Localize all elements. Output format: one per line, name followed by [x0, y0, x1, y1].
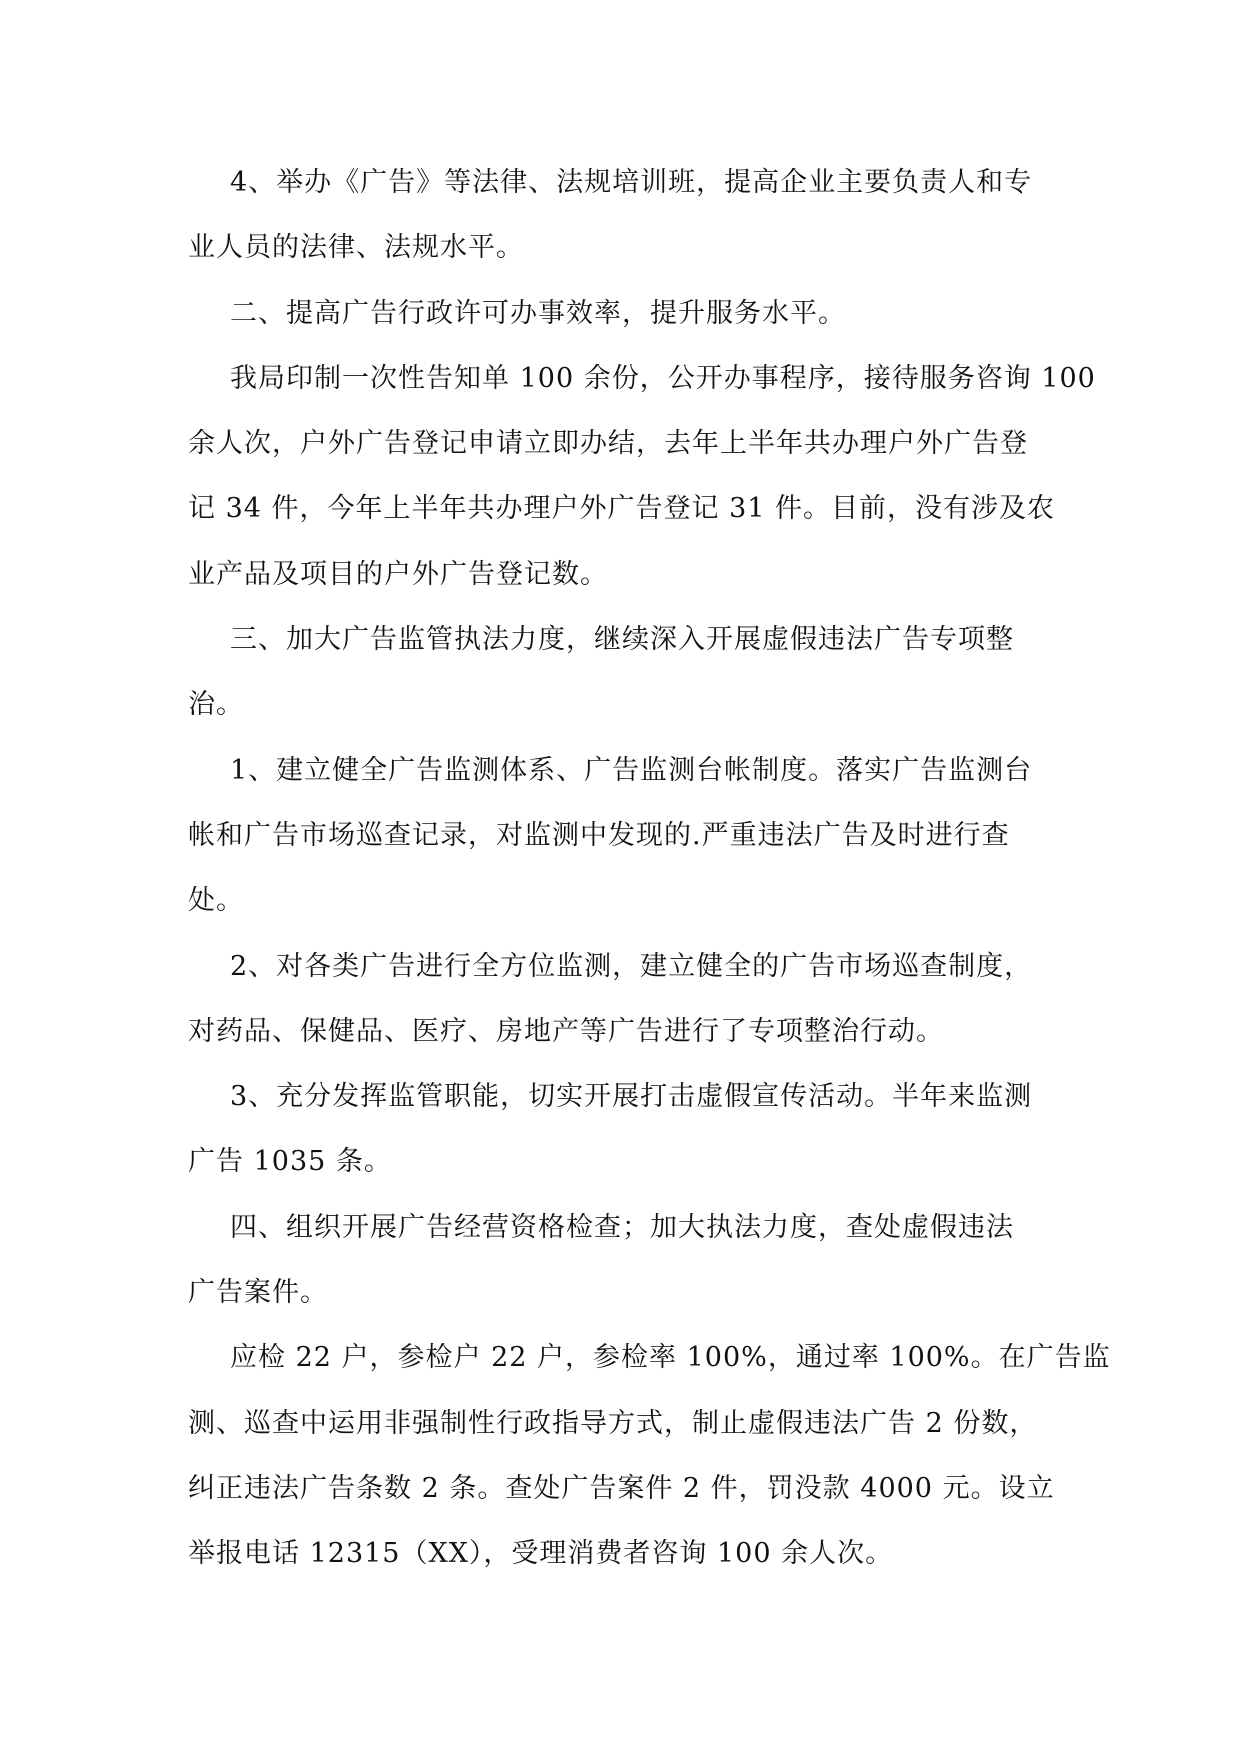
text-line: 纠正违法广告条数 2 条。查处广告案件 2 件，罚没款 4000 元。设立: [188, 1472, 1055, 1504]
text-line: 举报电话 12315（XX），受理消费者咨询 100 余人次。: [188, 1538, 894, 1570]
paragraph-training: [188, 150, 1088, 281]
text-line: 1、建立健全广告监测体系、广告监测台帐制度。落实广告监测台: [230, 754, 1033, 786]
text-line: 我局印制一次性告知单 100 余份，公开办事程序，接待服务咨询 100: [230, 362, 1096, 394]
text-line: 业人员的法律、法规水平。: [188, 232, 524, 264]
paragraph-full-monitoring: [188, 934, 1088, 1065]
text-line: 记 34 件，今年上半年共办理户外广告登记 31 件。目前，没有涉及农: [188, 493, 1056, 525]
document-body: [188, 150, 1111, 1587]
text-line: 三、加大广告监管执法力度，继续深入开展虚假违法广告专项整: [230, 624, 1014, 656]
paragraph-supervision: [188, 1064, 1088, 1195]
paragraph-inspection-results: [188, 1325, 1111, 1586]
text-line: 业产品及项目的户外广告登记数。: [188, 558, 608, 590]
text-line: 二、提高广告行政许可办事效率，提升服务水平。: [230, 297, 846, 329]
text-line: 处。: [188, 885, 244, 917]
text-line: 3、充分发挥监管职能，切实开展打击虚假宣传活动。半年来监测: [230, 1081, 1033, 1113]
text-line: 4、举办《广告》等法律、法规培训班，提高企业主要负责人和专: [230, 167, 1033, 198]
text-line: 广告 1035 条。: [188, 1146, 392, 1178]
text-line: 对药品、保健品、医疗、房地产等广告进行了专项整治行动。: [188, 1015, 944, 1047]
section-heading-3: [188, 607, 1088, 738]
paragraph-permits: [188, 346, 1096, 607]
section-heading-2: [188, 281, 1088, 346]
section-heading-4: [188, 1195, 1088, 1326]
text-line: 余人次，户外广告登记申请立即办结，去年上半年共办理户外广告登: [188, 428, 1028, 460]
text-line: 广告案件。: [188, 1277, 328, 1309]
text-line: 治。: [188, 689, 244, 721]
text-line: 帐和广告市场巡查记录，对监测中发现的.严重违法广告及时进行查: [188, 819, 1010, 851]
text-line: 四、组织开展广告经营资格检查；加大执法力度，查处虚假违法: [230, 1211, 1014, 1243]
text-line: 应检 22 户，参检户 22 户，参检率 100%，通过率 100%。在广告监: [230, 1342, 1111, 1374]
text-line: 测、巡查中运用非强制性行政指导方式，制止虚假违法广告 2 份数，: [188, 1407, 1038, 1439]
paragraph-monitoring-system: [188, 738, 1088, 934]
text-line: 2、对各类广告进行全方位监测，建立健全的广告市场巡查制度，: [230, 950, 1033, 982]
